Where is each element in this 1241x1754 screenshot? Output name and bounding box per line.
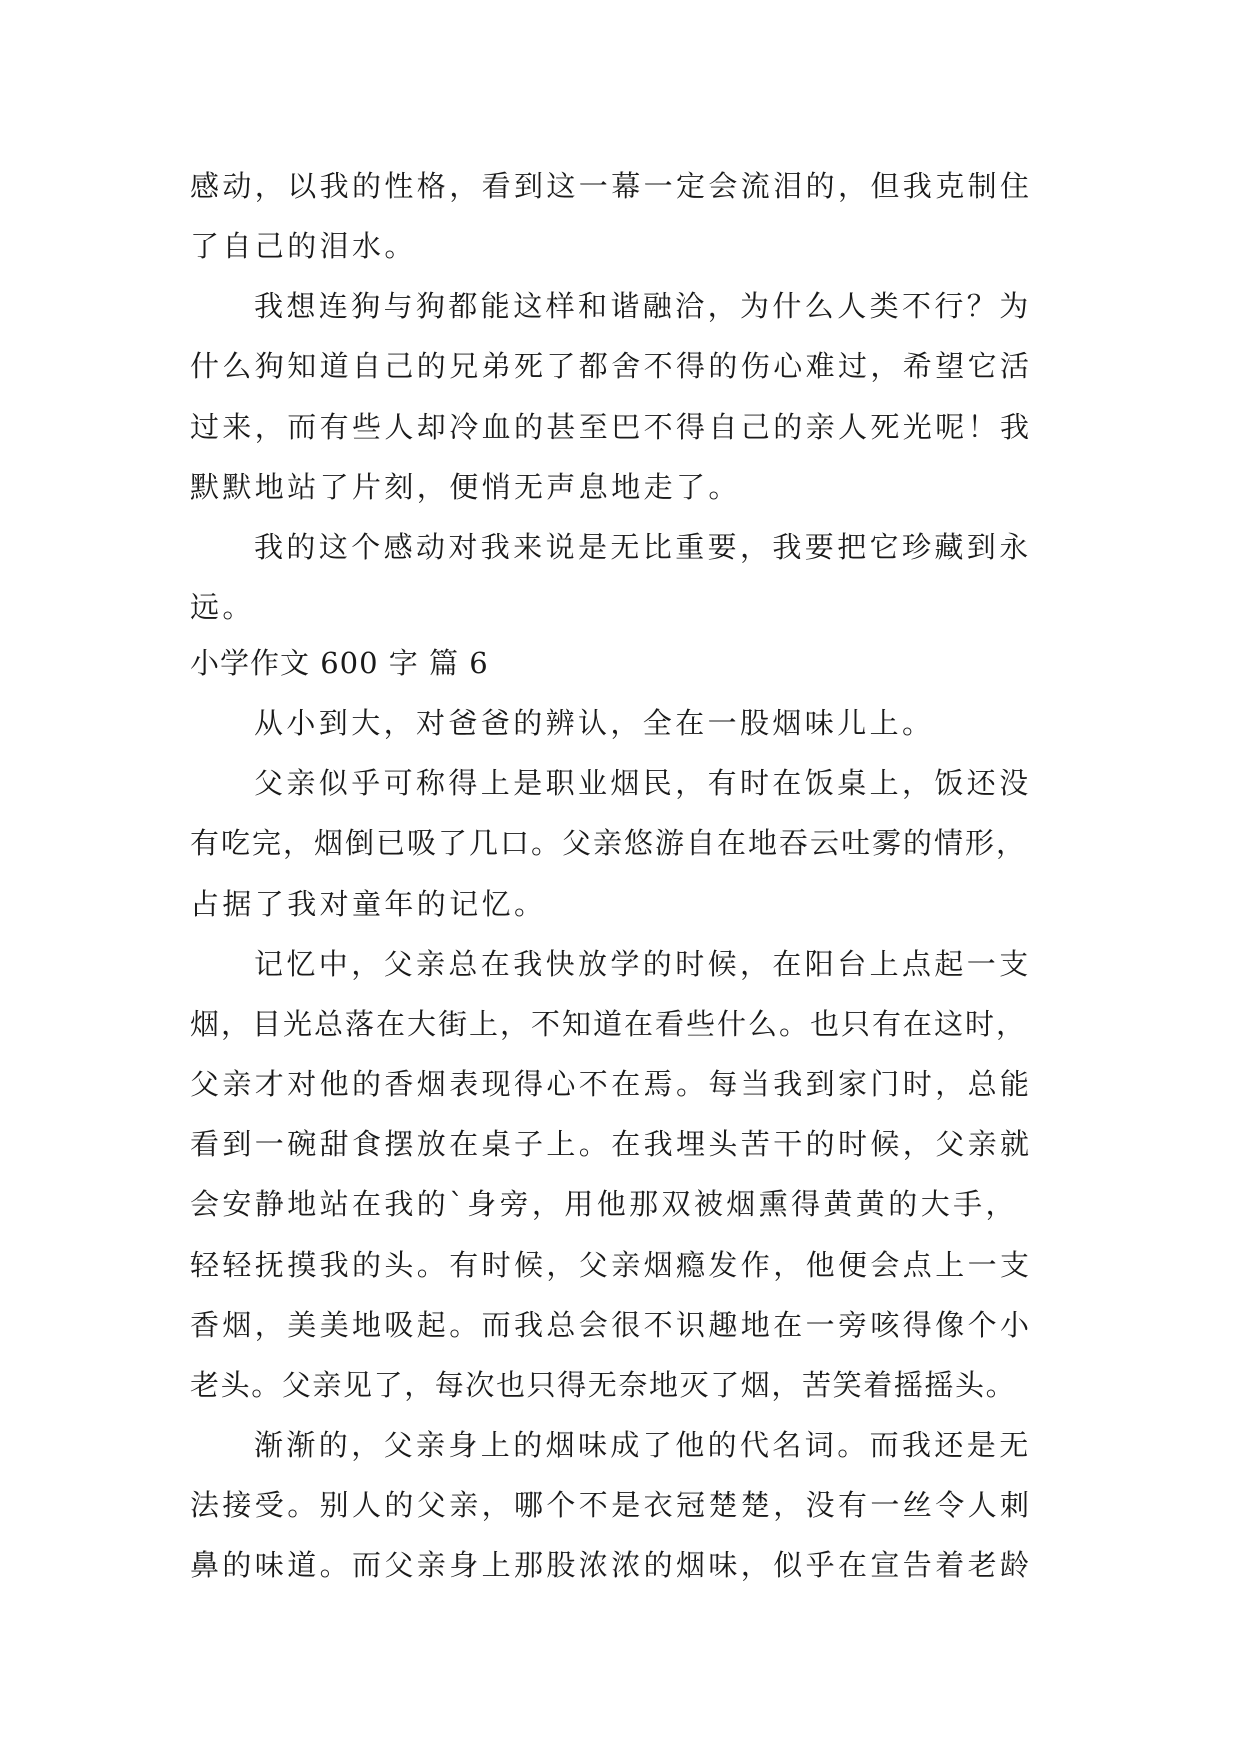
paragraph-start-line: 父亲似乎可称得上是职业烟民，有时在饭桌上，饭还没 bbox=[254, 766, 1032, 800]
text-line: 会安静地站在我的`身旁，用他那双被烟熏得黄黄的大手， bbox=[190, 1187, 1018, 1221]
text-line: 轻轻抚摸我的头。有时候，父亲烟瘾发作，他便会点上一支 bbox=[190, 1248, 1033, 1282]
text-line: 香烟，美美地吸起。而我总会很不识趣地在一旁咳得像个小 bbox=[190, 1308, 1033, 1342]
paragraph-start-line: 我想连狗与狗都能这样和谐融洽，为什么人类不行？为 bbox=[254, 289, 1032, 323]
text-line: 什么狗知道自己的兄弟死了都舍不得的伤心难过，希望它活 bbox=[190, 349, 1033, 383]
text-line: 老头。父亲见了，每次也只得无奈地灭了烟，苦笑着摇摇头。 bbox=[190, 1368, 1017, 1402]
paragraph-start-line: 从小到大，对爸爸的辨认，全在一股烟味儿上。 bbox=[254, 706, 935, 740]
text-line: 占据了我对童年的记忆。 bbox=[190, 887, 547, 921]
text-line: 感动，以我的性格，看到这一幕一定会流泪的，但我克制住 bbox=[190, 169, 1033, 203]
text-line: 烟，目光总落在大街上，不知道在看些什么。也只有在这时， bbox=[190, 1007, 1028, 1041]
section-heading: 小学作文 600 字 篇 6 bbox=[190, 646, 489, 680]
text-line: 看到一碗甜食摆放在桌子上。在我埋头苦干的时候，父亲就 bbox=[190, 1127, 1033, 1161]
text-line: 远。 bbox=[190, 590, 255, 624]
text-line: 法接受。别人的父亲，哪个不是衣冠楚楚，没有一丝令人刺 bbox=[190, 1488, 1033, 1522]
paragraph-start-line: 我的这个感动对我来说是无比重要，我要把它珍藏到永 bbox=[254, 530, 1032, 564]
text-line: 鼻的味道。而父亲身上那股浓浓的烟味，似乎在宣告着老龄 bbox=[190, 1548, 1033, 1582]
text-line: 有吃完，烟倒已吸了几口。父亲悠游自在地吞云吐雾的情形， bbox=[190, 826, 1028, 860]
text-line: 过来，而有些人却冷血的甚至巴不得自己的亲人死光呢！我 bbox=[190, 410, 1033, 444]
paragraph-start-line: 渐渐的，父亲身上的烟味成了他的代名词。而我还是无 bbox=[254, 1428, 1032, 1462]
text-line: 了自己的泪水。 bbox=[190, 229, 417, 263]
text-line: 默默地站了片刻，便悄无声息地走了。 bbox=[190, 470, 741, 504]
paragraph-start-line: 记忆中，父亲总在我快放学的时候，在阳台上点起一支 bbox=[254, 947, 1032, 981]
text-line: 父亲才对他的香烟表现得心不在焉。每当我到家门时，总能 bbox=[190, 1067, 1033, 1101]
